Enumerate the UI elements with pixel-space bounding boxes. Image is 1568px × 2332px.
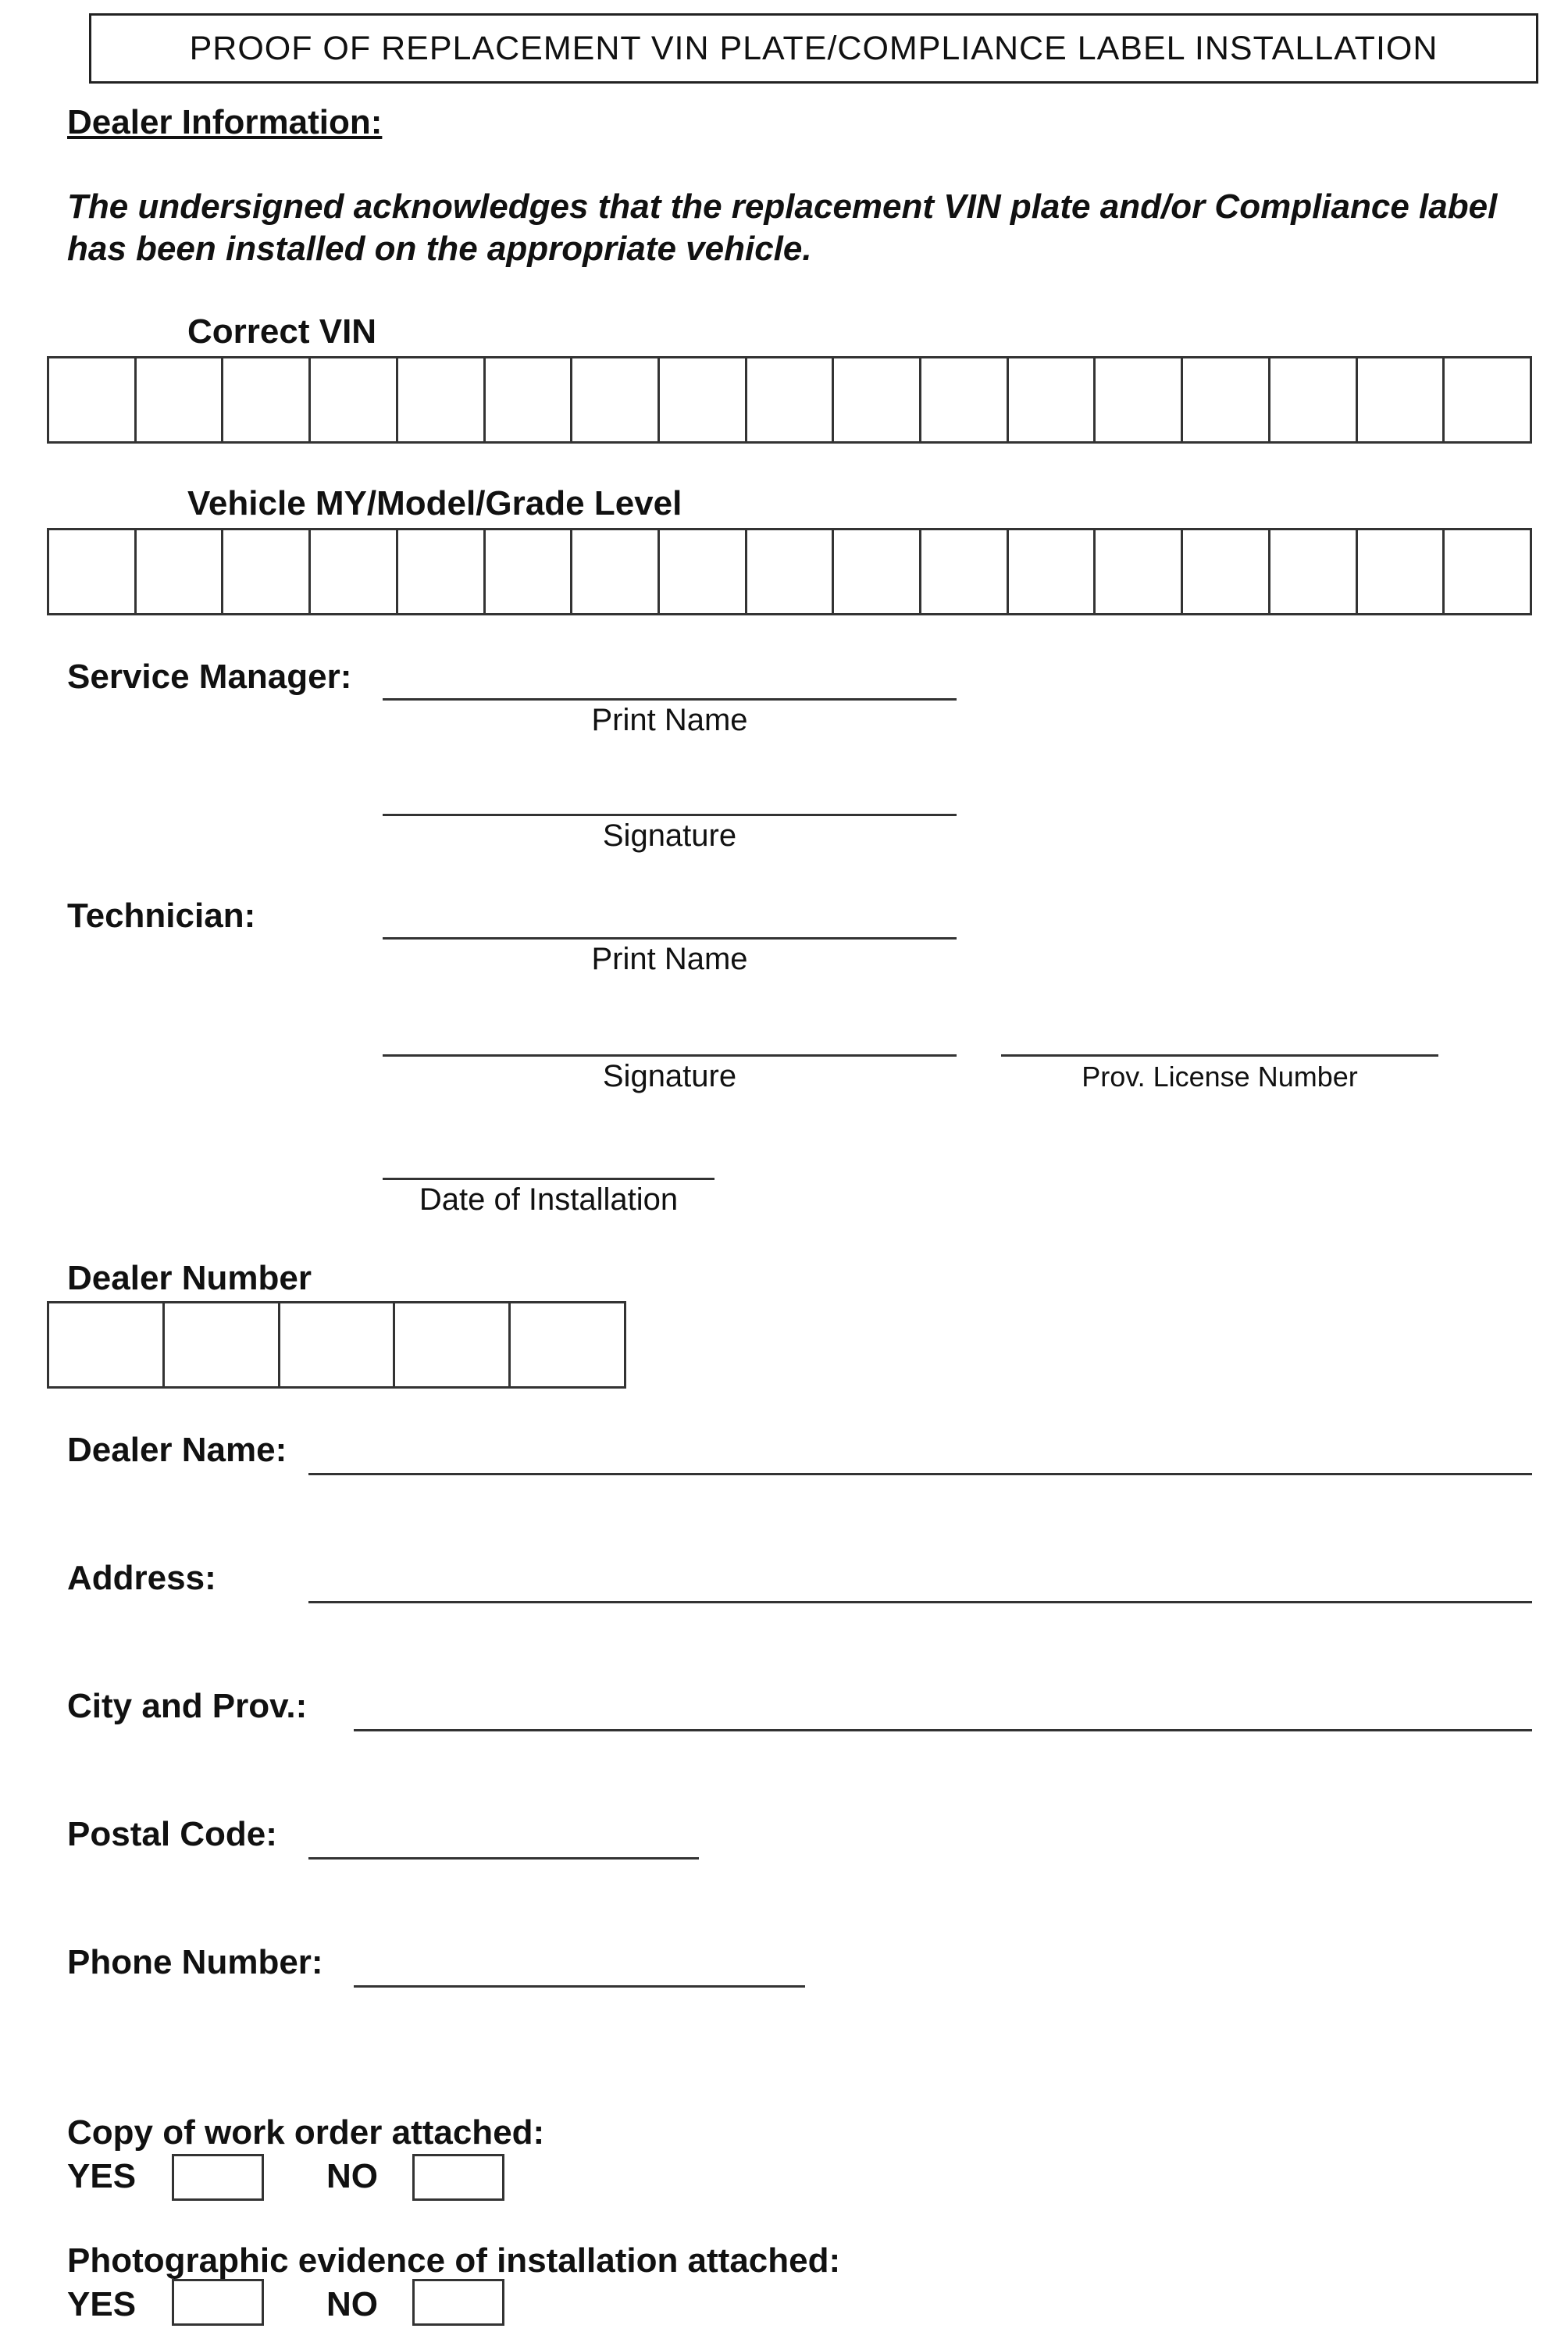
vin-cell[interactable] [1183,358,1270,441]
work-order-no-label: NO [326,2157,378,2195]
photo-evidence-no-checkbox[interactable] [412,2279,504,2326]
postal-code-label: Postal Code: [67,1815,277,1853]
dealer-number-cell[interactable] [280,1303,396,1386]
photo-evidence-yes-label: YES [67,2285,137,2323]
work-order-yes-checkbox[interactable] [172,2154,264,2201]
dealer-number-grid [47,1301,626,1389]
vehicle-model-grid [47,528,1532,615]
dealer-number-cell[interactable] [165,1303,280,1386]
vin-cell[interactable] [311,358,398,441]
service-manager-label: Service Manager: [67,658,352,696]
photo-evidence-yes-checkbox[interactable] [172,2279,264,2326]
vin-cell[interactable] [1270,358,1358,441]
dealer-number-cell[interactable] [511,1303,624,1386]
dealer-number-label: Dealer Number [67,1259,312,1297]
vehicle-model-label: Vehicle MY/Model/Grade Level [187,484,682,522]
prov-license-number-caption: Prov. License Number [1082,1061,1358,1093]
photo-evidence-no-label: NO [326,2285,378,2323]
date-of-installation-line[interactable] [383,1178,715,1180]
dealer-number-cell[interactable] [395,1303,511,1386]
model-cell[interactable] [137,530,224,613]
address-label: Address: [67,1559,216,1597]
service-manager-print-name-caption: Print Name [591,703,748,737]
model-cell[interactable] [486,530,573,613]
vin-cell[interactable] [137,358,224,441]
work-order-yes-label: YES [67,2157,137,2195]
vin-cell[interactable] [1445,358,1530,441]
model-cell[interactable] [572,530,660,613]
vin-cell[interactable] [660,358,747,441]
technician-print-name-caption: Print Name [591,942,748,976]
vin-cell[interactable] [223,358,311,441]
vin-cell[interactable] [747,358,835,441]
model-cell[interactable] [660,530,747,613]
postal-code-line[interactable] [308,1857,699,1860]
dealer-name-label: Dealer Name: [67,1431,287,1469]
model-cell[interactable] [834,530,921,613]
vin-cell[interactable] [1358,358,1445,441]
service-manager-print-name-line[interactable] [383,698,957,701]
vin-cell[interactable] [398,358,486,441]
address-line[interactable] [308,1601,1532,1603]
photo-evidence-label: Photographic evidence of installation attached: [67,2241,841,2280]
model-cell[interactable] [1009,530,1096,613]
phone-number-line[interactable] [354,1985,805,1988]
work-order-label: Copy of work order attached: [67,2113,545,2152]
vin-cell[interactable] [1096,358,1183,441]
vin-cell[interactable] [49,358,137,441]
city-prov-line[interactable] [354,1729,1532,1731]
work-order-no-checkbox[interactable] [412,2154,504,2201]
vin-cell[interactable] [921,358,1009,441]
prov-license-number-line[interactable] [1001,1054,1438,1057]
model-cell[interactable] [1270,530,1358,613]
vin-cell[interactable] [1009,358,1096,441]
phone-number-label: Phone Number: [67,1943,323,1981]
correct-vin-grid [47,356,1532,444]
city-prov-label: City and Prov.: [67,1687,308,1725]
vin-cell[interactable] [834,358,921,441]
vin-cell[interactable] [572,358,660,441]
dealer-name-line[interactable] [308,1473,1532,1475]
dealer-information-heading: Dealer Information: [67,103,383,141]
model-cell[interactable] [223,530,311,613]
model-cell[interactable] [398,530,486,613]
model-cell[interactable] [747,530,835,613]
correct-vin-label: Correct VIN [187,312,377,351]
form-title: PROOF OF REPLACEMENT VIN PLATE/COMPLIANCE LABEL INSTALLATION [89,13,1538,84]
acknowledgement-text: The undersigned acknowledges that the replacement VIN plate and/or Compliance label has been installed on the appropriate vehicle. [67,187,1498,268]
service-manager-signature-line[interactable] [383,814,957,816]
model-cell[interactable] [1096,530,1183,613]
technician-print-name-line[interactable] [383,937,957,940]
model-cell[interactable] [49,530,137,613]
model-cell[interactable] [1183,530,1270,613]
model-cell[interactable] [1358,530,1445,613]
technician-signature-line[interactable] [383,1054,957,1057]
model-cell[interactable] [921,530,1009,613]
service-manager-signature-caption: Signature [602,818,737,853]
model-cell[interactable] [311,530,398,613]
dealer-number-cell[interactable] [49,1303,165,1386]
date-of-installation-caption: Date of Installation [419,1182,679,1217]
model-cell[interactable] [1445,530,1530,613]
vin-cell[interactable] [486,358,573,441]
technician-signature-caption: Signature [602,1059,737,1093]
technician-label: Technician: [67,897,256,935]
